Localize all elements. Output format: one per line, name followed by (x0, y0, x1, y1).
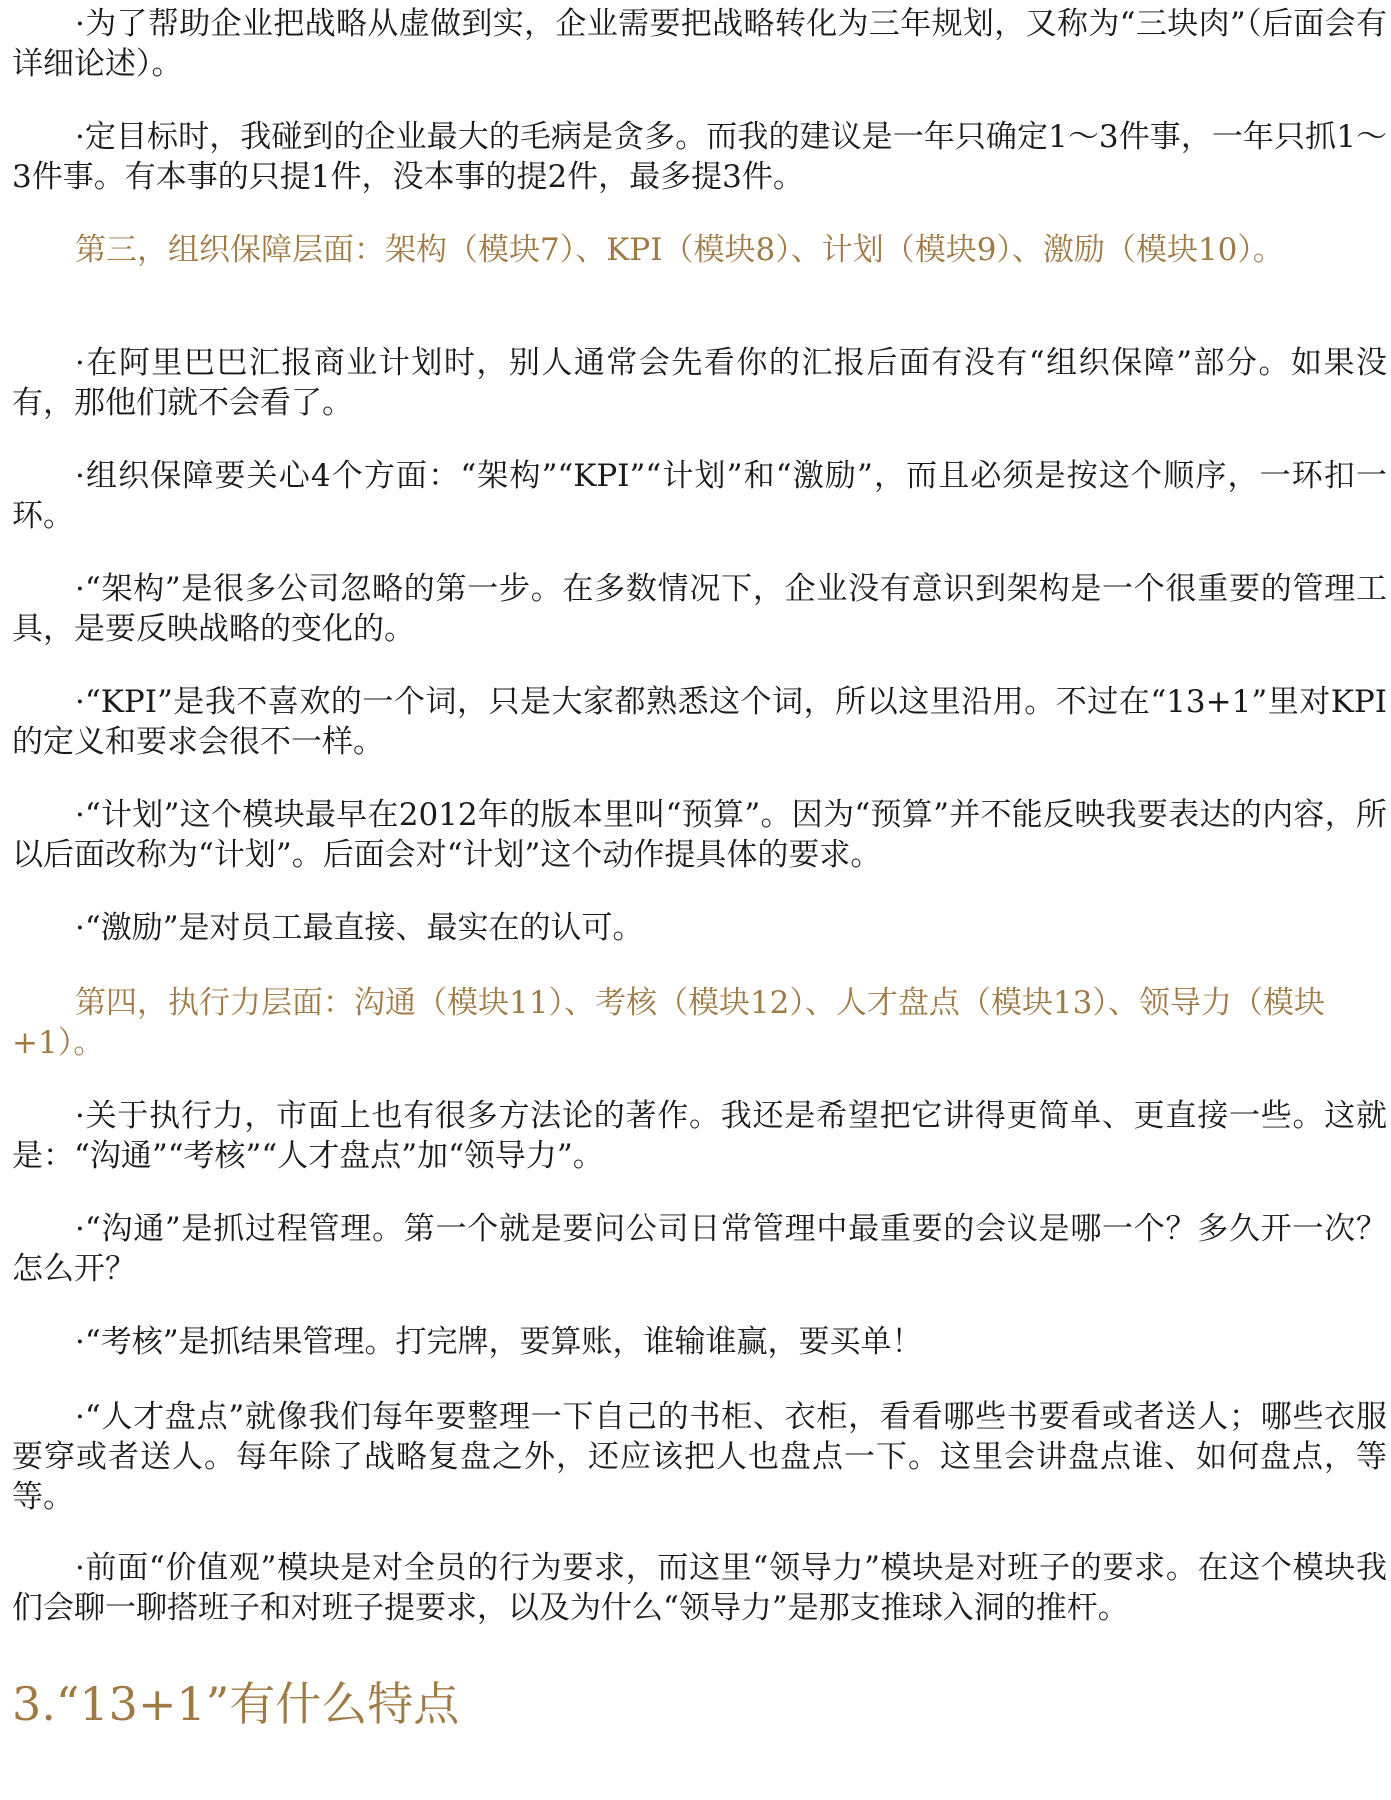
body-paragraph: ·“沟通”是抓过程管理。第一个就是要问公司日常管理中最重要的会议是哪一个？多久开一次？怎么开？ (12, 1211, 1387, 1287)
paragraph-kpi (12, 682, 1387, 762)
heading-organization-level (12, 230, 1387, 270)
body-paragraph: ·“人才盘点”就像我们每年要整理一下自己的书柜、衣柜，看看哪些书要看或者送人；哪些衣服要穿或者送人。每年除了战略复盘之外，还应该把人也盘点一下。这里会讲盘点谁、如何盘点，等等。 (12, 1399, 1387, 1515)
paragraph-talent-review (12, 1397, 1387, 1517)
paragraph-architecture (12, 569, 1387, 649)
paragraph-assessment (12, 1322, 1387, 1362)
section-heading (12, 1676, 1387, 1732)
paragraph-incentive (12, 908, 1387, 948)
paragraph-four-aspects (12, 456, 1387, 536)
heading-execution-level (12, 983, 1387, 1063)
body-paragraph: ·“架构”是很多公司忽略的第一步。在多数情况下，企业没有意识到架构是一个很重要的管理工具，是要反映战略的变化的。 (12, 571, 1387, 647)
body-paragraph: ·定目标时，我碰到的企业最大的毛病是贪多。而我的建议是一年只确定1～3件事，一年只抓1～3件事。有本事的只提1件，没本事的提2件，最多提3件。 (12, 119, 1387, 195)
body-paragraph: ·“考核”是抓结果管理。打完牌，要算账，谁输谁赢，要买单！ (75, 1324, 923, 1360)
body-paragraph: ·在阿里巴巴汇报商业计划时，别人通常会先看你的汇报后面有没有“组织保障”部分。如果没有，那他们就不会看了。 (12, 345, 1387, 421)
body-paragraph: ·“激励”是对员工最直接、最实在的认可。 (75, 910, 644, 946)
body-paragraph: ·“计划”这个模块最早在2012年的版本里叫“预算”。因为“预算”并不能反映我要表达的内容，所以后面改称为“计划”。后面会对“计划”这个动作提具体的要求。 (12, 797, 1387, 873)
accent-heading-paragraph: 第四，执行力层面：沟通（模块11）、考核（模块12）、人才盘点（模块13）、领导力（模块+1）。 (12, 985, 1325, 1061)
body-paragraph: ·前面“价值观”模块是对全员的行为要求，而这里“领导力”模块是对班子的要求。在这个模块我们会聊一聊搭班子和对班子提要求，以及为什么“领导力”是那支推球入洞的推杆。 (12, 1550, 1387, 1626)
paragraph-communication (12, 1209, 1387, 1289)
body-paragraph: ·为了帮助企业把战略从虚做到实，企业需要把战略转化为三年规划，又称为“三块肉”（后面会有详细论述）。 (12, 6, 1387, 82)
paragraph-goal-setting (12, 117, 1387, 197)
paragraph-leadership (12, 1548, 1387, 1628)
paragraph-execution (12, 1096, 1387, 1176)
body-paragraph: ·“KPI”是我不喜欢的一个词，只是大家都熟悉这个词，所以这里沿用。不过在“13+1”里对KPI的定义和要求会很不一样。 (12, 684, 1387, 760)
body-paragraph: ·组织保障要关心4个方面：“架构”“KPI”“计划”和“激励”，而且必须是按这个顺序，一环扣一环。 (12, 458, 1387, 534)
section-title: 3.“13+1”有什么特点 (12, 1677, 460, 1731)
paragraph-alibaba-plan (12, 343, 1387, 423)
body-paragraph: ·关于执行力，市面上也有很多方法论的著作。我还是希望把它讲得更简单、更直接一些。这就是：“沟通”“考核”“人才盘点”加“领导力”。 (12, 1098, 1387, 1174)
paragraph-plan (12, 795, 1387, 875)
paragraph-strategy-three-year-plan (12, 4, 1387, 84)
accent-heading-paragraph: 第三，组织保障层面：架构（模块7）、KPI（模块8）、计划（模块9）、激励（模块10）。 (75, 232, 1284, 268)
